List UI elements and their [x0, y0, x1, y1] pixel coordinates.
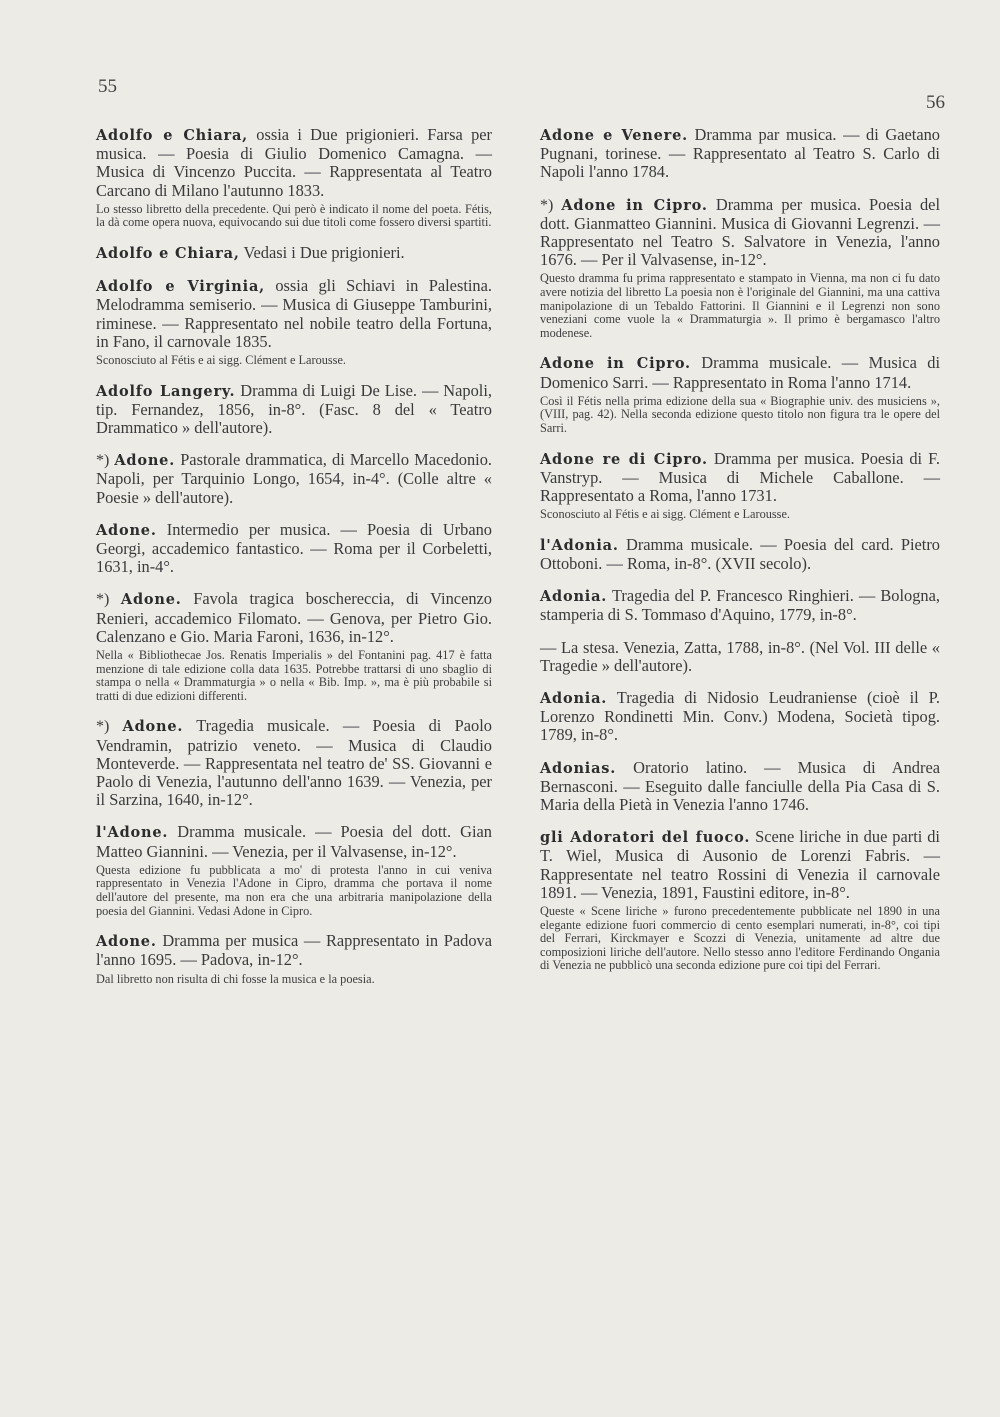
asterisk-mark: *)	[96, 591, 121, 609]
entry	[96, 823, 492, 918]
entry-heading: Adone e Venere.	[540, 127, 688, 144]
entry-heading: Adone re di Cipro.	[540, 450, 708, 468]
page-number-right: 56	[926, 92, 945, 113]
entry-body: Dramma musicale. — Musica di Domenico Sarri. — Rappresentato in Roma l'anno 1714.	[540, 353, 940, 392]
entry-body: Dramma musicale. — Poesia del card. Pietro Ottoboni. — Roma, in-8°. (XVII secolo).	[540, 534, 940, 573]
entry-heading: Adone.	[114, 452, 176, 470]
entry-heading: Adonia.	[540, 690, 608, 707]
entry-note: Sconosciuto al Fétis e ai sigg. Clément e Larousse.	[96, 353, 346, 368]
entry-note: Sconosciuto al Fétis e ai sigg. Clément e Larousse.	[540, 507, 790, 522]
entry	[540, 450, 940, 522]
entry-text	[540, 196, 940, 270]
entry	[540, 828, 940, 973]
entry-body: Tragedia musicale. — Poesia di Paolo Vendramin, patrizio veneto. — Musica di Claudio Monteverde. — Rappresentata nel teatro de' SS. Giovanni e Paolo di Venezia, l'autunno dell'anno 1639. — Venezia, per il Sarzina, 1640, in-12°.	[96, 716, 492, 810]
entry	[540, 759, 940, 815]
entry-heading: Adone.	[96, 933, 157, 951]
asterisk-mark: *)	[540, 196, 562, 214]
entry-body: Intermedio per musica. — Poesia di Urbano Georgi, accademico fantastico. — Roma per il Corbeletti, 1631, in-4°.	[96, 519, 492, 577]
entry-heading: Adone.	[120, 591, 182, 609]
entry-text	[540, 587, 940, 624]
entry-body: Scene liriche in due parti di T. Wiel, Musica di Ausonio de Lorenzi Fabris. — Rappresentate nel teatro Rossini di Venezia il carnovale 1891. — Venezia, 1891, Faustini editore, in-8°.	[540, 827, 940, 902]
entry-body: Vedasi i Due prigionieri.	[239, 243, 405, 262]
entry-text	[540, 354, 940, 391]
entry-text	[540, 536, 940, 573]
entry-text	[540, 639, 940, 675]
entry-note: Lo stesso libretto della precedente. Qui però è indicato il nome del poeta. Fétis, la dà come opera nuova, equivocando sui due titoli come fossero diversi spartiti.	[96, 201, 492, 230]
entry-body: Dramma musicale. — Poesia del dott. Gian Matteo Giannini. — Venezia, per il Valvasense, in-12°.	[96, 822, 492, 861]
entry-body: Dramma per musica. Poesia di F. Vanstryp. — Musica di Michele Caballone. — Rappresentato a Roma, l'anno 1731.	[540, 448, 940, 505]
entry-heading: Adone.	[122, 718, 184, 736]
entry-text	[96, 382, 492, 438]
page-number-left: 55	[98, 76, 117, 97]
entry-heading: Adonias.	[540, 759, 617, 777]
entry-text	[96, 451, 492, 507]
entry-text	[96, 126, 492, 200]
entry-body: Dramma per musica — Rappresentato in Padova l'anno 1695. — Padova, in-12°.	[96, 931, 492, 970]
entry-text	[96, 823, 492, 860]
entry-text	[96, 590, 492, 646]
entry	[540, 639, 940, 675]
entry-heading: Adonia.	[540, 588, 608, 606]
entry-text	[96, 244, 492, 263]
entry	[96, 277, 492, 367]
entry-heading: Adolfo Langery.	[96, 382, 236, 400]
entry	[540, 126, 940, 182]
entry-text	[96, 717, 492, 809]
entry-body: ossia i Due prigionieri. Farsa per musica. — Poesia di Giulio Domenico Camagna. — Musica di Vincenzo Puccita. — Rappresentata al Teatro Carcano di Milano l'autunno 1833.	[96, 125, 492, 200]
entry-note: Questo dramma fu prima rappresentato e stampato in Vienna, ma non ci fu dato avere notizia del libretto La poesia non è l'originale del Giannini, ma una cattiva manipolazione di un Tebaldo Fattorini. Il Giannini e il Legrenzi non sono veneziani come vuole la « Drammaturgia ». Il primo è bergamasco l'altro modenese.	[540, 271, 940, 340]
entry-text	[540, 450, 940, 506]
entry-text	[540, 689, 940, 745]
left-column	[96, 126, 492, 1000]
entry-text	[540, 759, 940, 815]
entry-body: Tragedia del P. Francesco Ringhieri. — Bologna, stamperia di S. Tommaso d'Aquino, 1779, in-8°.	[540, 586, 940, 625]
entry-note: Queste « Scene liriche » furono precedentemente pubblicate nel 1890 in una elegante edizione fuori commercio di cento esemplari numerati, in-8°, coi tipi del Ferrari, Kirckmayer e Scozzi di Venezia, unitamente ad altre due composizioni liriche dell'autore. Nello stesso anno l'editore Ferdinando Ongania di Venezia ne pubblicò una seconda edizione pure coi tipi del Ferrari.	[540, 904, 940, 973]
entry-text	[540, 828, 940, 902]
entry	[540, 196, 940, 341]
entry-note: Dal libretto non risulta di chi fosse la musica e la poesia.	[96, 971, 375, 986]
entry-heading: Adone.	[96, 521, 157, 539]
entry-text	[540, 126, 940, 182]
entry-body: Dramma per musica. Poesia del dott. Gianmatteo Giannini. Musica di Giovanni Legrenzi. — Rappresentato nel Teatro S. Salvatore in Venezia, l'anno 1676. — Per il Valvasense, in-12°.	[540, 194, 940, 270]
right-column	[540, 126, 940, 987]
entry	[96, 451, 492, 507]
entry	[540, 354, 940, 435]
entry-note: Così il Fétis nella prima edizione della sua « Biographie univ. des musiciens », (VIII, pag. 42). Nella seconda edizione questo titolo non figura tra le opere del Sarri.	[540, 393, 940, 435]
entry-text	[96, 521, 492, 577]
entry-body: Oratorio latino. — Musica di Andrea Bernasconi. — Eseguito dalle fanciulle della Pia Casa di S. Maria della Pietà in Venezia l'anno 1746.	[540, 757, 940, 815]
asterisk-mark: *)	[96, 718, 123, 736]
entry	[96, 244, 492, 263]
entry	[540, 536, 940, 573]
entry	[96, 932, 492, 986]
entry-body: ossia gli Schiavi in Palestina. Melodramma semiserio. — Musica di Giuseppe Tamburini, riminese. — Rappresentato nel nobile teatro della Fortuna, in Fano, il carnovale 1835.	[96, 276, 492, 351]
entry-heading: Adolfo e Chiara,	[96, 245, 240, 262]
entry-body: Favola tragica boschereccia, di Vincenzo Renieri, accademico Filomato. — Genova, per Pietro Gio. Calenzano e Gio. Maria Faroni, 1636, in-12°.	[96, 589, 493, 646]
entry-body: Tragedia di Nidosio Leudraniense (cioè il P. Lorenzo Rondinetti Min. Conv.) Modena, Società tipog. 1789, in-8°.	[540, 688, 940, 745]
entry	[96, 717, 492, 809]
entry-heading: l'Adonia.	[540, 536, 619, 554]
entry	[96, 126, 492, 230]
entry-heading: Adone in Cipro.	[540, 355, 691, 373]
entry-body: Pastorale drammatica, di Marcello Macedonio. Napoli, per Tarquinio Longo, 1654, in-4°. (Colle altre « Poesie » dell'autore).	[96, 450, 492, 507]
entry-text	[96, 277, 492, 351]
entry-text	[96, 932, 492, 969]
entry-body: Dramma par musica. — di Gaetano Pugnani, torinese. — Rappresentato al Teatro S. Carlo di Napoli l'anno 1784.	[540, 125, 940, 182]
entry-heading: Adolfo e Virginia,	[96, 278, 265, 296]
entry-body: — La stesa. Venezia, Zatta, 1788, in-8°. (Nel Vol. III delle « Tragedie » dell'autore).	[540, 637, 940, 675]
entry-heading: Adolfo e Chiara,	[96, 127, 249, 144]
entry-heading: Adone in Cipro.	[561, 196, 708, 214]
entry-note: Nella « Bibliothecae Jos. Renatis Imperialis » del Fontanini pag. 417 è fatta menzione di tale edizione colla data 1635. Potrebbe trattarsi di uno sbaglio di stampa o nella « Drammaturgia » o nella « Bib. Imp. », ma è più probabile si tratti di due edizioni differenti.	[96, 648, 492, 703]
entry-heading: gli Adoratori del fuoco.	[540, 829, 751, 847]
entry-body: Dramma di Luigi De Lise. — Napoli, tip. Fernandez, 1856, in-8°. (Fasc. 8 del « Teatro Drammatico » dell'autore).	[96, 380, 492, 438]
entry-note: Questa edizione fu pubblicata a mo' di protesta l'anno in cui veniva rappresentato in Venezia l'Adone in Cipro, dramma che portava il nome dell'autore del presente, ma non era che una arbitraria manipolazione della poesia del Giannini. Vedasi Adone in Cipro.	[96, 862, 492, 918]
entry	[540, 689, 940, 745]
asterisk-mark: *)	[96, 452, 115, 470]
entry	[96, 382, 492, 438]
entry	[96, 521, 492, 577]
entry-heading: l'Adone.	[96, 824, 169, 842]
entry	[96, 590, 492, 703]
entry	[540, 587, 940, 624]
